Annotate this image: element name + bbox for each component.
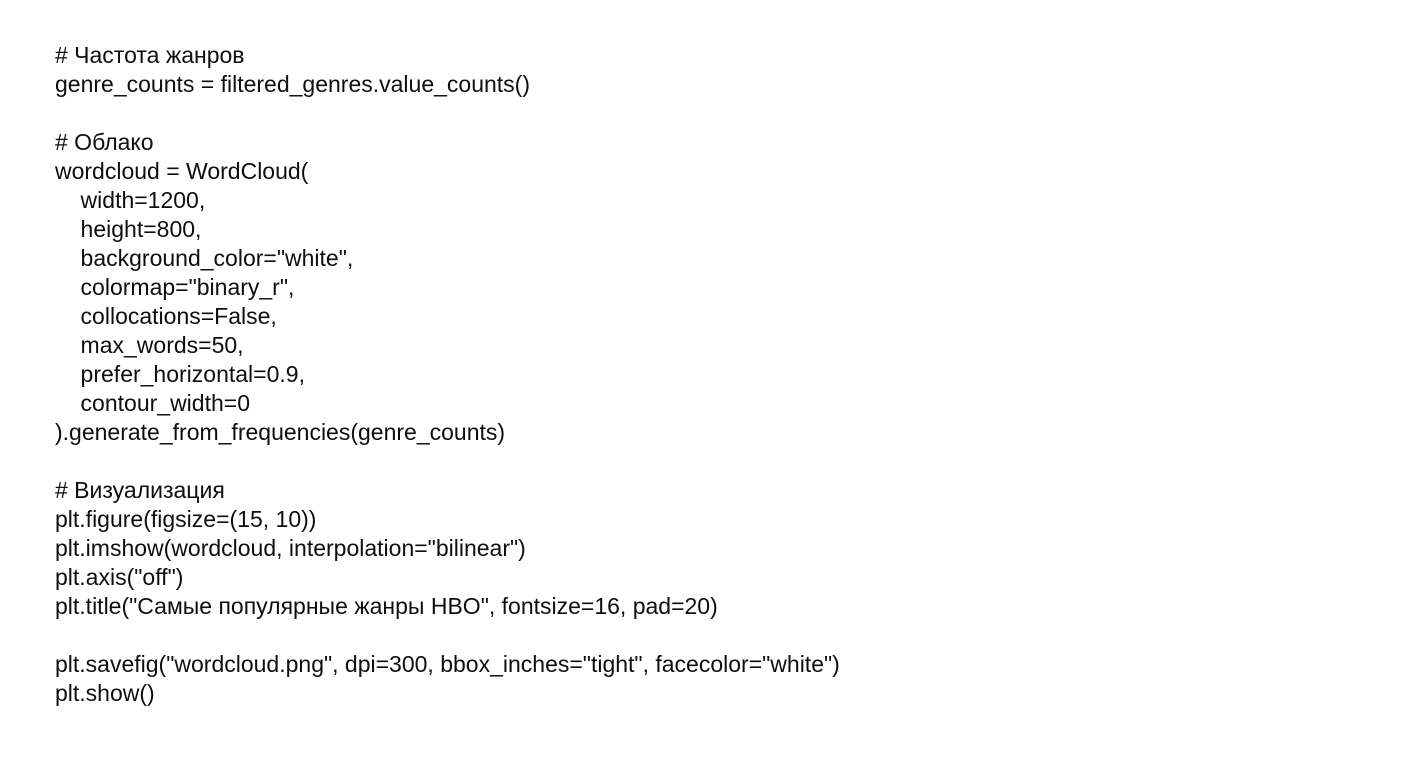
- code-line-generate-frequencies: ).generate_from_frequencies(genre_counts): [55, 419, 506, 445]
- code-line-param-contour-width: contour_width=0: [55, 390, 250, 416]
- code-line-param-max-words: max_words=50,: [55, 332, 244, 358]
- code-line-plt-figure: plt.figure(figsize=(15, 10)): [55, 506, 317, 532]
- code-line-plt-axis: plt.axis("off"): [55, 564, 184, 590]
- code-line-plt-imshow: plt.imshow(wordcloud, interpolation="bilinear"): [55, 535, 526, 561]
- code-line-wordcloud-open: wordcloud = WordCloud(: [55, 158, 309, 184]
- code-line-plt-show: plt.show(): [55, 680, 155, 706]
- code-line-param-height: height=800,: [55, 216, 202, 242]
- code-line-comment-frequency: # Частота жанров: [55, 42, 245, 68]
- code-line-comment-visualization: # Визуализация: [55, 477, 225, 503]
- code-line-plt-title: plt.title("Самые популярные жанры HBO", fontsize=16, pad=20): [55, 593, 718, 619]
- code-line-blank: [55, 621, 1394, 650]
- code-line-genre-counts: genre_counts = filtered_genres.value_counts(): [55, 71, 530, 97]
- code-line-comment-cloud: # Облако: [55, 129, 154, 155]
- code-line-plt-savefig: plt.savefig("wordcloud.png", dpi=300, bbox_inches="tight", facecolor="white"): [55, 651, 840, 677]
- code-line-param-colormap: colormap="binary_r",: [55, 274, 295, 300]
- code-line-param-prefer-horizontal: prefer_horizontal=0.9,: [55, 361, 305, 387]
- code-line-param-width: width=1200,: [55, 187, 206, 213]
- code-line-param-background-color: background_color="white",: [55, 245, 354, 271]
- code-line-param-collocations: collocations=False,: [55, 303, 277, 329]
- code-line-blank: [55, 447, 1394, 476]
- code-line-blank: [55, 99, 1394, 128]
